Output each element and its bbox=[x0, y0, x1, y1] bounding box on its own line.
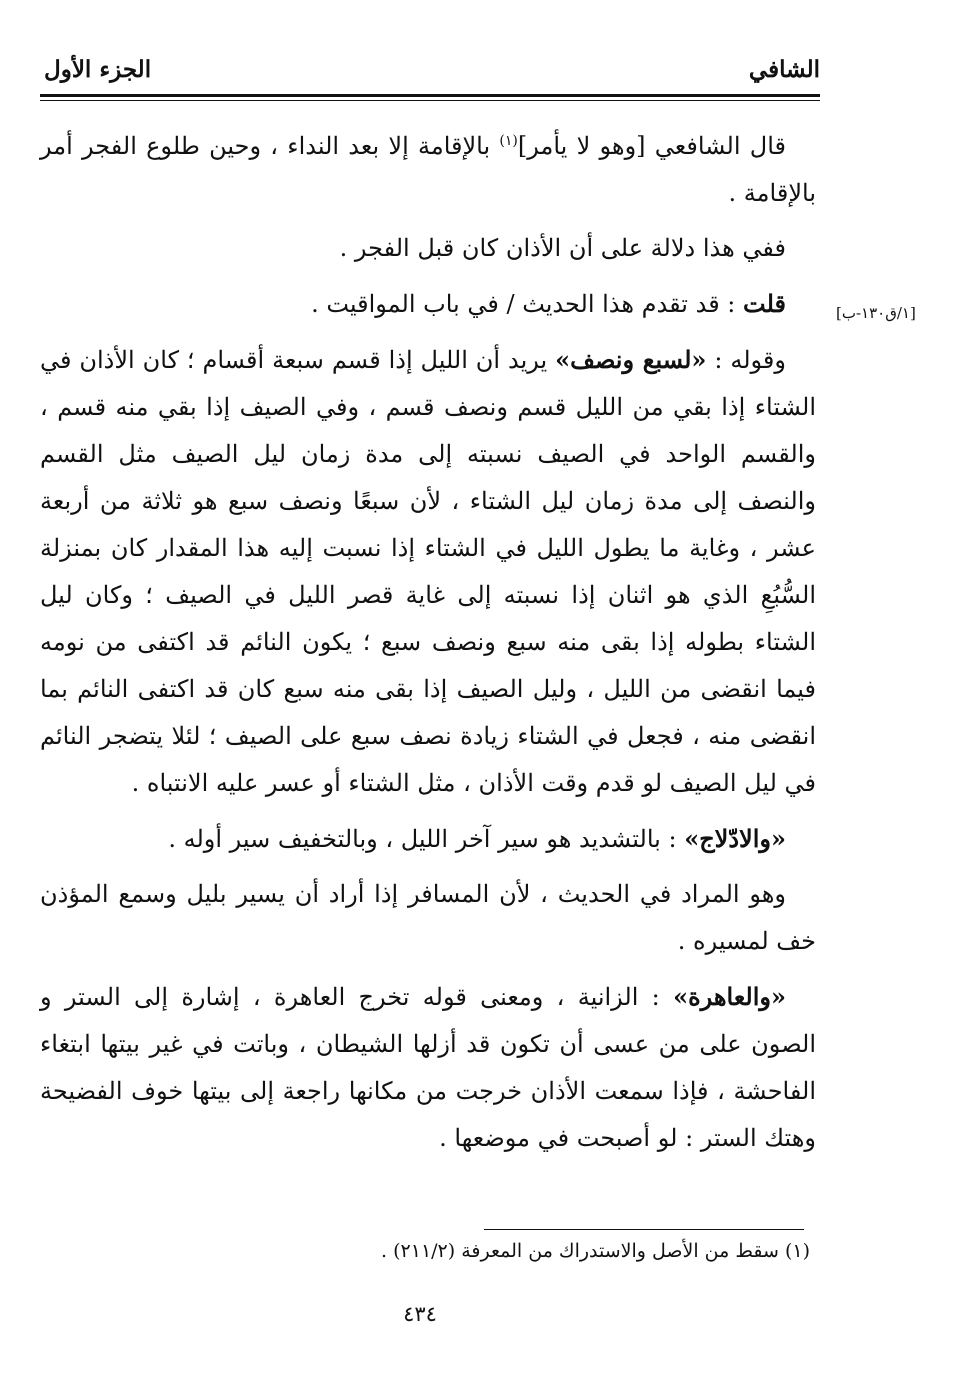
body-text bbox=[40, 118, 816, 1170]
paragraph-3-text: : قد تقدم هذا الحديث / في باب المواقيت . bbox=[311, 290, 744, 318]
manuscript-folio-note: [١/ق١٣٠-ب] bbox=[836, 304, 916, 322]
paragraph-7-term: «والعاهرة» bbox=[673, 982, 786, 1011]
paragraph-1-text-a: قال الشافعي [وهو لا يأمر] bbox=[517, 132, 786, 160]
page-number: ٤٣٤ bbox=[403, 1302, 437, 1326]
footnote-reference: (١) bbox=[499, 133, 518, 149]
paragraph-4-term: «لسبع ونصف» bbox=[555, 345, 707, 374]
paragraph-1-text-b: بالإقامة إلا بعد النداء ، وحين طلوع الفجر أمر بالإقامة . bbox=[40, 132, 816, 207]
footnote: (١) سقط من الأصل والاستدراك من المعرفة (٢١١/٢) . bbox=[381, 1240, 810, 1262]
paragraph-5 bbox=[40, 815, 816, 863]
paragraph-4 bbox=[40, 336, 816, 807]
footnote-separator bbox=[484, 1229, 804, 1230]
paragraph-4-text: يريد أن الليل إذا قسم سبعة أقسام ؛ كان الأذان في الشتاء إذا بقي من الليل قسم ونصف قسم ، وفي الصيف إذا بقي منه قسم ، والقسم الواحد في الصيف نسبته إلى مدة زمان ليل الصيف مثل القسم والنصف إلى مدة زمان ليل الشتاء ، لأن سبعًا ونصف سبع هو ثلاثة من أربعة عشر ، وغاية ما يطول الليل في الشتاء إذا نسبت إليه هذا المقدار كان بمنزلة السُّبُعِ الذي هو اثنان إذا نسبته إلى غاية قصر الليل في الصيف ؛ وكان ليل الشتاء بطوله إذا بقى منه سبع ونصف سبع ؛ يكون النائم قد اكتفى من نومه فيما انقضى من الليل ، وليل الصيف إذا بقى منه سبع كان قد اكتفى النائم بما انقضى منه ، فجعل في الشتاء زيادة نصف سبع على الصيف ؛ لئلا يتضجر النائم في ليل الصيف لو قدم وقت الأذان ، مثل الشتاء أو عسر عليه الانتباه . bbox=[40, 346, 817, 797]
paragraph-1 bbox=[40, 118, 816, 217]
header-rule-thick bbox=[40, 94, 820, 97]
paragraph-2: ففي هذا دلالة على أن الأذان كان قبل الفجر . bbox=[339, 234, 786, 262]
header-book-title: الشافي bbox=[748, 56, 820, 83]
paragraph-6: وهو المراد في الحديث ، لأن المسافر إذا أراد أن يسير بليل وسمع المؤذن خف لمسيره . bbox=[40, 880, 816, 955]
paragraph-5-term: «والادّلاج» bbox=[684, 824, 786, 853]
paragraph-3-lead: قلت bbox=[743, 289, 786, 318]
paragraph-5-text: : بالتشديد هو سير آخر الليل ، وبالتخفيف سير أوله . bbox=[168, 825, 685, 853]
header-rule-thin bbox=[40, 100, 820, 101]
paragraph-3 bbox=[40, 280, 816, 328]
running-header bbox=[40, 52, 820, 92]
header-volume: الجزء الأول bbox=[44, 56, 152, 83]
paragraph-4-intro: وقوله : bbox=[706, 346, 786, 374]
paragraph-7-text: : الزانية ، ومعنى قوله تخرج العاهرة ، إشارة إلى الستر و الصون على من عسى أن تكون قد أزلها الشيطان ، وباتت في غير بيتها ابتغاء الفاحشة ، فإذا سمعت الأذان خرجت من مكانها راجعة إلى بيتها خوف الفضيحة وهتك الستر : لو أصبحت في موضعها . bbox=[40, 983, 816, 1152]
paragraph-7 bbox=[40, 973, 816, 1162]
